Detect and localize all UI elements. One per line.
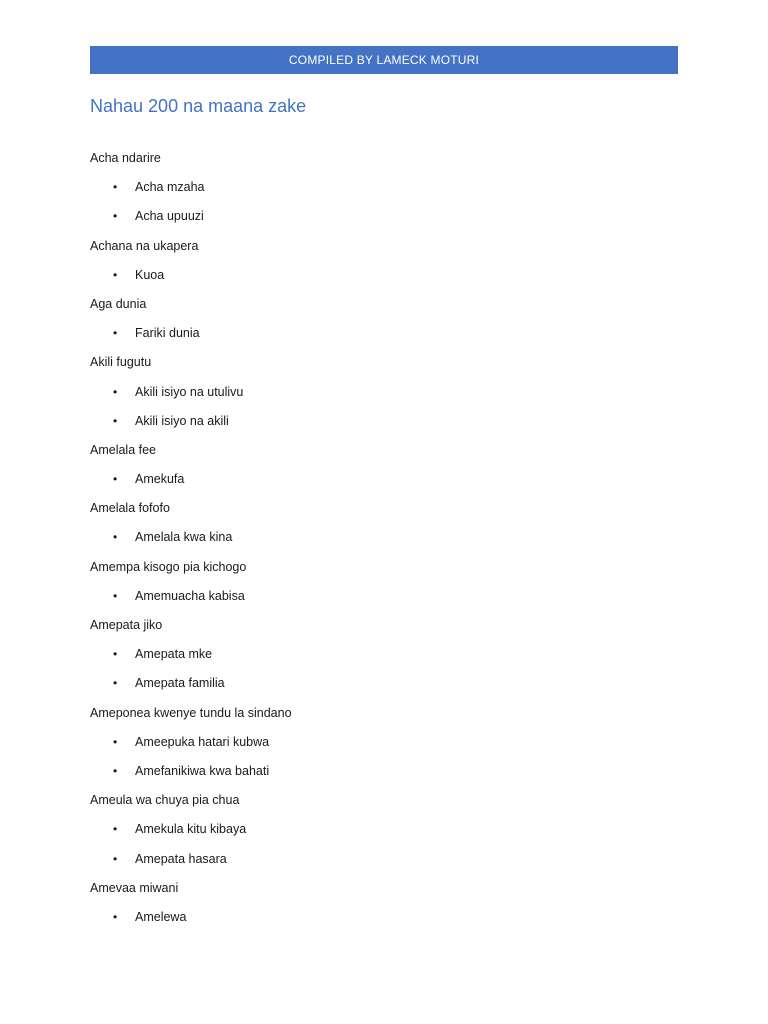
bullet-icon: • <box>113 472 118 487</box>
meaning-text: Akili isiyo na akili <box>135 413 229 428</box>
idiom-term: Ameula wa chuya pia chua <box>90 793 240 808</box>
idiom-term: Akili fugutu <box>90 355 152 370</box>
meaning-text: Amefanikiwa kwa bahati <box>135 763 270 778</box>
bullet-icon: • <box>113 763 118 778</box>
idiom-term: Amelala fee <box>90 442 157 457</box>
idiom-term: Amelala fofofo <box>90 501 170 516</box>
idiom-meaning <box>90 382 678 411</box>
idiom-meaning <box>90 673 678 702</box>
idiom-meaning <box>90 819 678 848</box>
idiom-list <box>90 148 678 936</box>
meaning-text: Amepata mke <box>135 647 213 662</box>
compiled-by-banner <box>90 46 678 74</box>
idiom-term: Acha ndarire <box>90 151 161 165</box>
meaning-text: Fariki dunia <box>135 326 200 341</box>
idiom-meaning <box>90 586 678 615</box>
meaning-text: Amekula kitu kibaya <box>135 822 247 837</box>
meaning-text: Amemuacha kabisa <box>135 588 245 603</box>
meaning-text: Amepata familia <box>135 676 225 691</box>
bullet-icon: • <box>113 180 118 195</box>
idiom-term: Aga dunia <box>90 296 147 311</box>
bullet-icon: • <box>113 209 118 224</box>
idiom-meaning <box>90 849 678 878</box>
meaning-text: Amepata hasara <box>135 851 227 866</box>
idiom-meaning <box>90 644 678 673</box>
meaning-text: Ameepuka hatari kubwa <box>135 734 270 749</box>
idiom-term: Achana na ukapera <box>90 238 199 253</box>
idiom-meaning <box>90 907 678 936</box>
meaning-text: Amelewa <box>135 909 187 924</box>
banner-text: COMPILED BY LAMECK MOTURI <box>288 53 480 67</box>
idiom-meaning <box>90 761 678 790</box>
bullet-icon: • <box>113 647 118 662</box>
bullet-icon: • <box>113 909 118 924</box>
meaning-text: Akili isiyo na utulivu <box>135 384 244 399</box>
bullet-icon: • <box>113 851 118 866</box>
idiom-term: Amempa kisogo pia kichogo <box>90 559 247 574</box>
meaning-text: Kuoa <box>135 267 165 282</box>
idiom-meaning <box>90 527 678 556</box>
idiom-meaning <box>90 323 678 352</box>
idiom-term: Amepata jiko <box>90 618 163 632</box>
bullet-icon: • <box>113 326 118 341</box>
meaning-text: Acha upuuzi <box>135 209 204 224</box>
bullet-icon: • <box>113 530 118 545</box>
bullet-icon: • <box>113 734 118 749</box>
meaning-text: Amekufa <box>135 472 185 487</box>
bullet-icon: • <box>113 384 118 399</box>
bullet-icon: • <box>113 822 118 837</box>
idiom-meaning <box>90 177 678 206</box>
idiom-meaning <box>90 469 678 498</box>
idiom-meaning <box>90 265 678 294</box>
idiom-meaning <box>90 411 678 440</box>
idiom-term: Ameponea kwenye tundu la sindano <box>90 705 292 720</box>
bullet-icon: • <box>113 267 118 282</box>
meaning-text: Amelala kwa kina <box>135 530 233 545</box>
meaning-text: Acha mzaha <box>135 180 205 195</box>
page-title: Nahau 200 na maana zake <box>90 96 307 116</box>
idiom-meaning <box>90 206 678 235</box>
bullet-icon: • <box>113 413 118 428</box>
idiom-term: Amevaa miwani <box>90 880 179 895</box>
idiom-meaning <box>90 732 678 761</box>
bullet-icon: • <box>113 588 118 603</box>
bullet-icon: • <box>113 676 118 691</box>
